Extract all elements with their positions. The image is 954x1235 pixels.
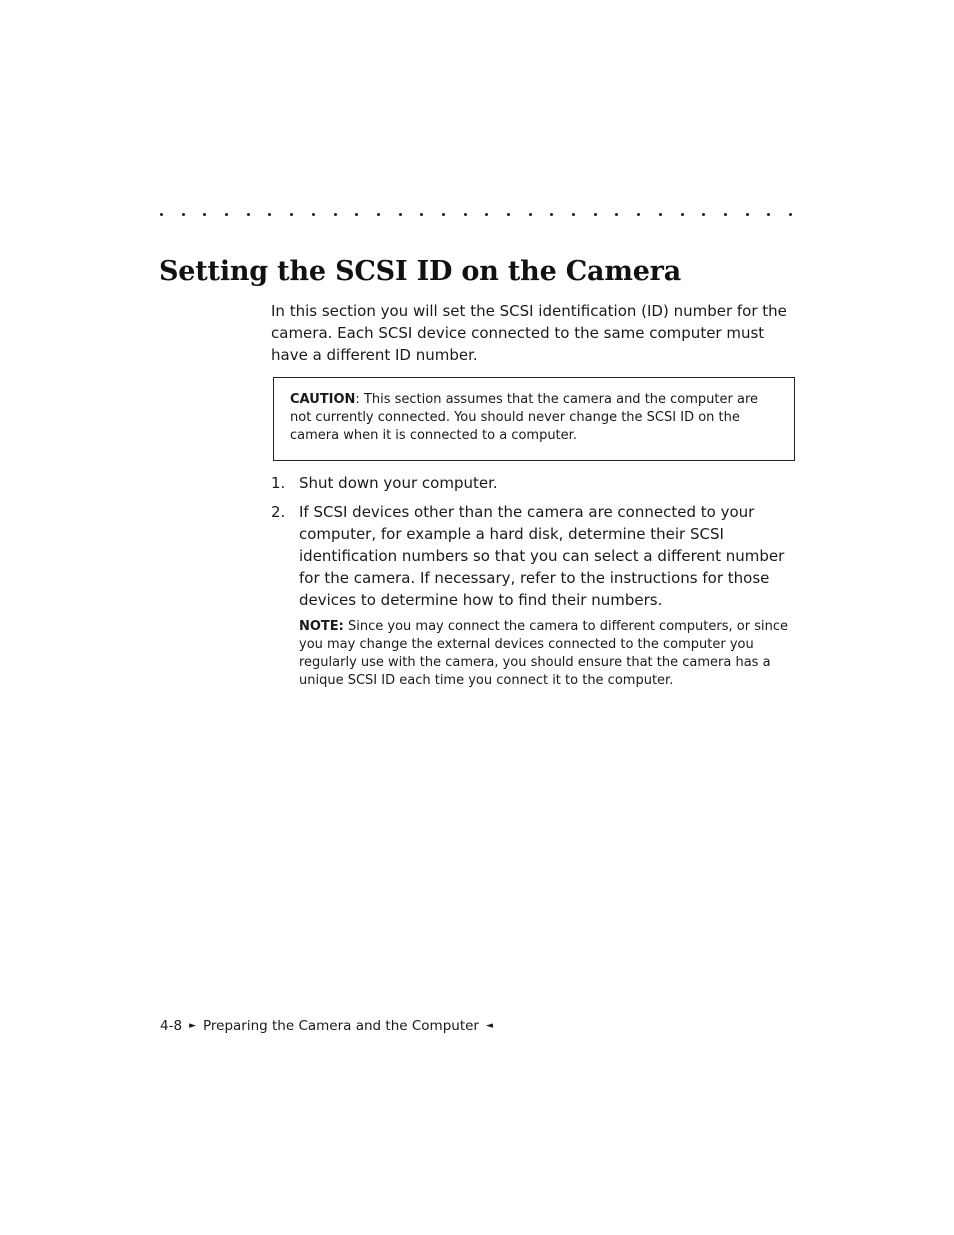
rule-dot — [767, 213, 770, 216]
rule-dot — [420, 213, 423, 216]
step-number: 2. — [271, 503, 286, 521]
intro-paragraph: In this section you will set the SCSI identification (ID) number for the camera. Each SCSI device connected to the same computer must have a different ID number. — [271, 302, 787, 364]
caution-label: CAUTION — [290, 392, 356, 407]
rule-dot — [442, 213, 445, 216]
triangle-right-icon: ► — [189, 1021, 196, 1031]
dotted-rule — [160, 212, 792, 216]
rule-dot — [334, 213, 337, 216]
step-text: Shut down your computer. — [299, 474, 498, 492]
rule-dot — [637, 213, 640, 216]
rule-dot — [399, 213, 402, 216]
rule-dot — [247, 213, 250, 216]
rule-dot — [702, 213, 705, 216]
rule-dot — [507, 213, 510, 216]
rule-dot — [485, 213, 488, 216]
rule-dot — [746, 213, 749, 216]
rule-dot — [659, 213, 662, 216]
rule-dot — [615, 213, 618, 216]
rule-dot — [355, 213, 358, 216]
rule-dot — [594, 213, 597, 216]
rule-dot — [550, 213, 553, 216]
rule-dot — [182, 213, 185, 216]
rule-dot — [268, 213, 271, 216]
rule-dot — [681, 213, 684, 216]
page-number: 4-8 — [160, 1018, 183, 1034]
triangle-left-icon: ◄ — [485, 1021, 493, 1031]
list-item — [271, 472, 795, 494]
rule-dot — [789, 213, 792, 216]
step-number: 1. — [271, 474, 286, 492]
caution-text: : This section assumes that the camera and the computer are not currently connected. You should never change the SCSI ID on the camera when it is connected to a computer. — [290, 392, 759, 443]
caution-box — [273, 377, 795, 461]
section-title: Setting the SCSI ID on the Camera — [159, 256, 681, 287]
rule-dot — [377, 213, 380, 216]
steps-list — [271, 472, 795, 618]
rule-dot — [312, 213, 315, 216]
note-text: Since you may connect the camera to different computers, or since you may change the external devices connected to the computer you regularly use with the camera, you should ensure that the camera has a unique SCSI ID each time you connect it to the computer. — [299, 619, 788, 688]
note-label: NOTE: — [299, 619, 344, 634]
rule-dot — [572, 213, 575, 216]
note-paragraph — [299, 618, 789, 690]
page-footer — [160, 1016, 500, 1036]
rule-dot — [160, 213, 163, 216]
rule-dot — [464, 213, 467, 216]
rule-dot — [724, 213, 727, 216]
step-text: If SCSI devices other than the camera are connected to your computer, for example a hard disk, determine their SCSI identification numbers so that you can select a different number for the camera. If necessary, refer to the instructions for those devices to determine how to find their numbers. — [299, 503, 785, 609]
rule-dot — [203, 213, 206, 216]
rule-dot — [290, 213, 293, 216]
rule-dot — [529, 213, 532, 216]
list-item — [271, 501, 795, 611]
chapter-title: Preparing the Camera and the Computer — [202, 1018, 479, 1034]
rule-dot — [225, 213, 228, 216]
